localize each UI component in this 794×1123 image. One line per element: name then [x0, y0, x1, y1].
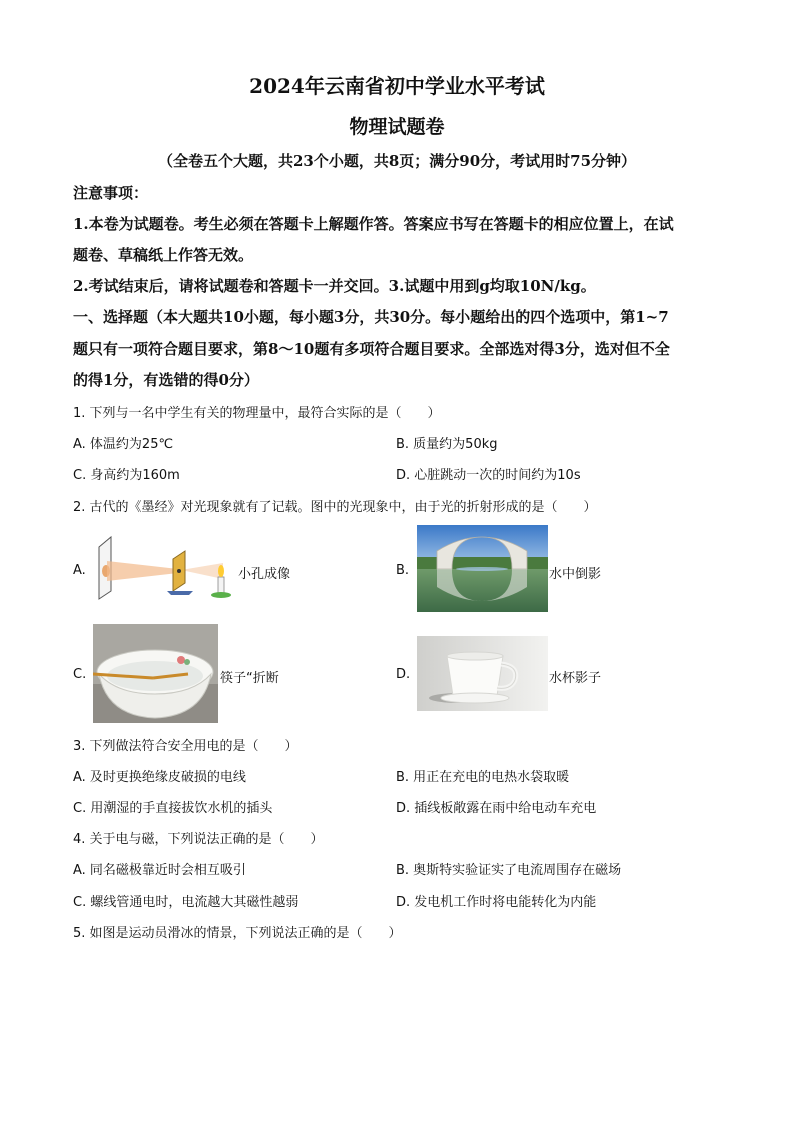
question-2-stem: 2. 古代的《墨经》对光现象就有了记载。图中的光现象中，由于光的折射形成的是（ ）	[73, 500, 597, 515]
q2-option-b: B.	[396, 563, 410, 578]
exam-title: 2024年云南省初中学业水平考试	[249, 74, 545, 98]
q1-option-d: D. 心脏跳动一次的时间约为10s	[396, 468, 581, 483]
bridge-reflection-image	[417, 525, 548, 612]
notice-line-1a: 1.本卷为试题卷。考生必须在答题卡上解题作答。答案应书写在答题卡的相应位置上，在试	[73, 215, 674, 233]
q3-option-a: A. 及时更换绝缘皮破损的电线	[73, 770, 246, 785]
notice-heading: 注意事项：	[73, 184, 149, 202]
q2-caption-d: 水杯影子	[549, 671, 602, 686]
q4-option-c: C. 螺线管通电时，电流越大其磁性越弱	[73, 895, 299, 910]
chopsticks-photo	[93, 624, 218, 723]
q3-option-d: D. 插线板敞露在雨中给电动车充电	[396, 801, 597, 816]
notice-line-1b: 题卷、草稿纸上作答无效。	[73, 246, 254, 264]
q2-option-a: A.	[73, 563, 86, 578]
question-1-stem: 1. 下列与一名中学生有关的物理量中，最符合实际的是（ ）	[73, 406, 441, 421]
cup-photo	[417, 636, 548, 711]
q2-option-c: C.	[73, 667, 87, 682]
pinhole-figure	[93, 533, 238, 601]
q2-caption-c: 筷子“折断	[220, 671, 279, 686]
exam-info: （全卷五个大题，共23个小题，共8页；满分90分，考试用时75分钟）	[157, 152, 637, 170]
q2-caption-b: 水中倒影	[549, 567, 602, 582]
bridge-photo	[417, 525, 548, 612]
cup-shadow-image	[417, 636, 548, 711]
q4-option-a: A. 同名磁极靠近时会相互吸引	[73, 863, 246, 878]
exam-subtitle: 物理试题卷	[349, 116, 445, 138]
q3-option-b: B. 用正在充电的电热水袋取暖	[396, 770, 570, 785]
q2-option-d: D.	[396, 667, 411, 682]
question-4-stem: 4. 关于电与磁，下列说法正确的是（ ）	[73, 832, 324, 847]
q4-option-d: D. 发电机工作时将电能转化为内能	[396, 895, 597, 910]
q4-option-b: B. 奥斯特实验证实了电流周围存在磁场	[396, 863, 622, 878]
section1-line-3: 的得1分，有选错的得0分）	[73, 371, 259, 389]
notice-line-2: 2.考试结束后，请将试题卷和答题卡一并交回。3.试题中用到g均取10N/kg。	[73, 277, 596, 295]
chopsticks-bowl-image	[93, 624, 218, 723]
q1-option-a: A. 体温约为25℃	[73, 437, 174, 452]
section1-line-2: 题只有一项符合题目要求，第8～10题有多项符合题目要求。全部选对得3分，选对但不全	[73, 340, 670, 358]
question-5-stem: 5. 如图是运动员滑冰的情景，下列说法正确的是（ ）	[73, 926, 402, 941]
pinhole-diagram	[93, 533, 238, 601]
section1-line-1: 一、选择题（本大题共10小题，每小题3分，共30分。每小题给出的四个选项中，第1~7	[73, 308, 669, 326]
q2-caption-a: 小孔成像	[238, 567, 291, 582]
q1-option-b: B. 质量约为50kg	[396, 437, 498, 452]
q3-option-c: C. 用潮湿的手直接拔饮水机的插头	[73, 801, 273, 816]
question-3-stem: 3. 下列做法符合安全用电的是（ ）	[73, 739, 298, 754]
q1-option-c: C. 身高约为160m	[73, 468, 180, 483]
